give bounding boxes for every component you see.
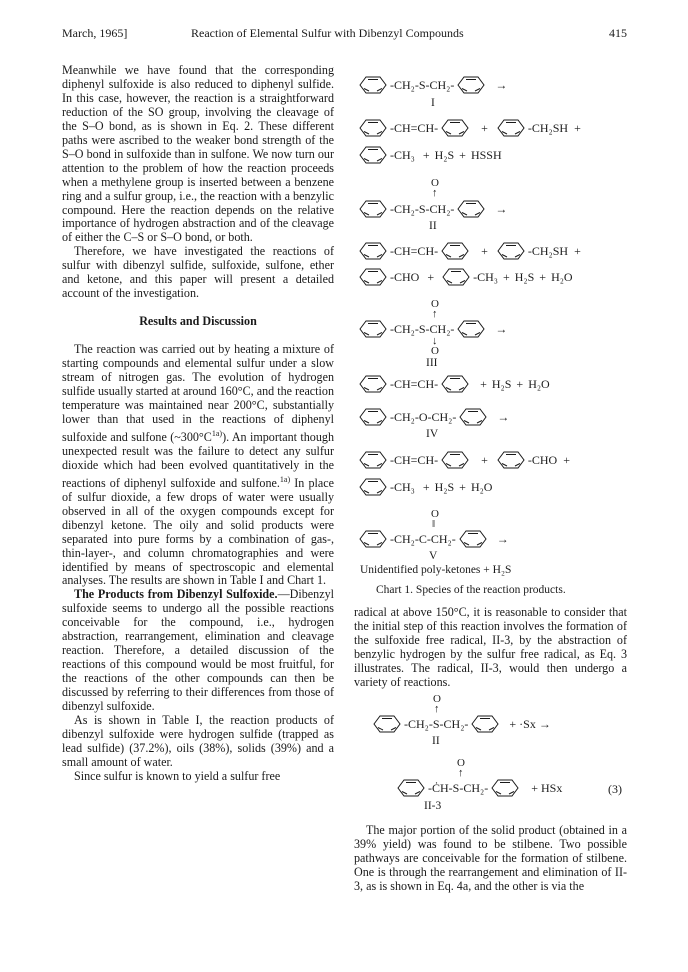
chart-row: -CH=CH- + -CHO +: [356, 451, 570, 469]
arrow-up-icon: ↑: [434, 703, 440, 715]
header-date: March, 1965]: [62, 26, 128, 40]
reference: 1a): [211, 428, 223, 438]
benzene-ring-icon: [488, 779, 522, 797]
compound-label: II-3: [424, 800, 442, 812]
chart-row: -CH₃ + H₂S + H₂O: [356, 478, 492, 496]
paragraph: As is shown in Table I, the reaction products of dibenzyl sulfoxide were hydrogen sulfide (trapped as lead sulfide) (37.2%), oils (38%), solids (39%) and a small amount of water.: [62, 713, 334, 769]
chart-row: -CH₂-S-CH₂- →: [356, 76, 507, 94]
paragraph: The major portion of the solid product (obtained in a 39% yield) was found to be stilbene. Two possible pathways are conceivable for the formation of stilbene. One is through the rearrangement and elimination of II-3, as is shown in Eq. 4a, and the other is via the: [354, 823, 627, 893]
chart-row: -CH₃ + H₂S + HSSH: [356, 146, 502, 164]
unidentified-products: Unidentified poly-ketones + H₂S: [360, 564, 512, 576]
right-column-lower: [354, 824, 627, 894]
reference: 1a): [279, 474, 291, 484]
paragraph: Meanwhile we have found that the corresponding diphenyl sulfoxide is also reduced to diphenyl sulfide. In this case, however, the reaction is a straightforward reduction of the SO group, involving the cleavage of the S–O bond, as is shown in Eq. 2. These different paths were ascribed to the weaker bond strength of the S–O bond in sulfoxide than in sulfone. We now turn our attention to the problem of how the reaction proceeds when a methylene group is inserted between a benzene ring and a sulfur group, i.e., the reaction with a benzylic compound. Here the reaction depends on the relative importance of hydrogen abstraction and of the cleavage of either the C–S or S–O bond, or both.: [62, 63, 334, 245]
arrow-up-icon: ↑: [458, 767, 464, 779]
paragraph: radical at above 150°C, it is reasonable to consider that the initial step of this reaction involves the formation of the sulfoxide free radical, II-3, by the abstraction of benzylic hydrogen by the sulfur free radical, as Eq. 3 illustrates. The radical, II-3, would then undergo a variety of reactions.: [354, 605, 627, 689]
chart-row: -CH₂-C-CH₂- →: [356, 530, 509, 548]
paragraph: The reaction was carried out by heating a mixture of starting compounds and elemental sulfur under a slow stream of nitrogen gas. The evolution of hydrogen sulfide usually started at around 160°C, and the reaction temperature was maintained near 200°C, substantially lower than that used in the reactions of diphenyl sulfoxide and sulfone $(\sim 300^\circ C^{1a)})$. An important though unexpected result was the failure to detect any sulfur dioxide which had been evolved quantitatively in the reactions of diphenyl sulfoxide and sulfone.$^{1a)}$ In place of sulfur dioxide, a few drops of water were usually observed in all of the oxygen compounds except for dibenzyl ketone. The oily and solid products were separated into pure forms by a combination of gas-, thin-layer-, and column chromatographies and were identified by means of spectroscopic and elemental analyses. The results are shown in Table I and Chart 1.: [62, 342, 334, 588]
header-page-number: 415: [609, 26, 627, 40]
arrow-up-icon: ↑: [432, 187, 438, 199]
compound-label: I: [431, 97, 435, 109]
compound-label: III: [426, 357, 438, 369]
equation-row: -ĊH-S-CH₂- + HSx: [394, 779, 562, 797]
chart-row: -CH₂-S-CH₂- →: [356, 320, 507, 338]
arrow-up-icon: ↑: [432, 308, 438, 320]
oxygen-atom: O: [457, 757, 465, 769]
compound-label: V: [429, 550, 438, 562]
arrow-down-icon: ↓: [432, 335, 438, 347]
chart-row: -CH=CH- + -CH₂SH +: [356, 242, 581, 260]
benzene-ring-icon: [370, 715, 404, 733]
oxygen-atom: O: [431, 508, 439, 520]
chart-row: -CH₂-O-CH₂- →: [356, 408, 509, 426]
paragraph: Since sulfur is known to yield a sulfur free: [74, 768, 281, 783]
reaction-arrow-icon: →: [495, 77, 508, 92]
chart-caption: Chart 1. Species of the reaction products.: [376, 584, 566, 596]
benzene-ring-icon: [394, 779, 428, 797]
paragraph: The Products from Dibenzyl Sulfoxide.—Dibenzyl sulfoxide seems to undergo all the possible reactions conceivable for the compound, i.e., hydrogen abstraction, rearrangement, elimination and cleavage reaction. Therefore, a detailed discussion of the reactions of this compound would be most fruitful, for the reactions of the other compounds can then be discussed by referring to their differences from those of dibenzyl sulfoxide.: [62, 587, 334, 714]
oxygen-atom: O: [431, 177, 439, 189]
benzene-ring-icon: [468, 715, 502, 733]
compound-label: II: [429, 220, 437, 232]
oxygen-atom: O: [431, 298, 439, 310]
section-title: Results and Discussion: [139, 314, 257, 329]
chart-row: -CH₂-S-CH₂- →: [356, 200, 507, 218]
double-bond-icon: ‖: [432, 518, 436, 530]
compound-label: IV: [426, 428, 439, 440]
equation-row: -CH₂-S-CH₂- + ·Sx →: [370, 715, 551, 733]
oxygen-atom: O: [433, 693, 441, 705]
equation-number: (3): [608, 782, 622, 796]
paragraph: Therefore, we have investigated the reactions of sulfur with dibenzyl sulfide, sulfoxide, sulfone, ether and ketone, and this paper will present a detailed account of the investigation.: [62, 244, 334, 301]
chart-row: -CH=CH- + -CH₂SH +: [356, 119, 581, 137]
header-title: Reaction of Elemental Sulfur with Dibenzyl Compounds: [191, 26, 464, 40]
chart-row: -CH=CH- + H₂S + H₂O: [356, 375, 550, 393]
oxygen-atom: O: [431, 345, 439, 357]
compound-label: II: [432, 735, 440, 747]
chart-row: -CHO + -CH₃ + H₂S + H₂O: [356, 268, 573, 286]
left-column: [62, 64, 334, 784]
run-in-heading: The Products from Dibenzyl Sulfoxide.: [74, 587, 278, 602]
